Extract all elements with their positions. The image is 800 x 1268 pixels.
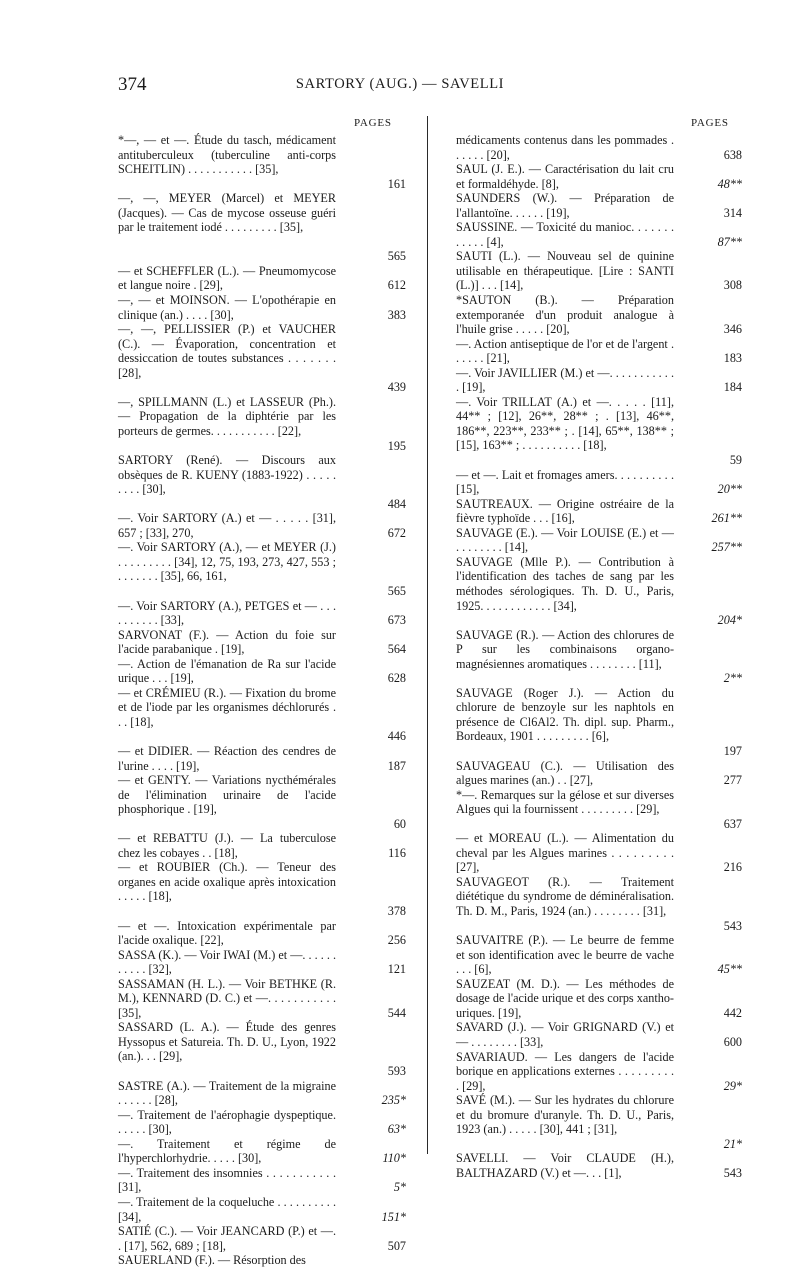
entry-page-number: 60: [393, 816, 406, 831]
entry-text: SASSAMAN (H. L.). — Voir BETHKE (R. M.), KENNARD (D. C.) et —. . . . . . . . . . . [35],: [118, 976, 336, 1020]
entry-text: SASTRE (A.). — Traitement de la migraine . . . . . . [28],: [118, 1078, 336, 1108]
entry-page-number: 45**: [717, 962, 742, 977]
index-entry: [456, 628, 744, 686]
entry-page-number: 187: [387, 758, 406, 773]
entry-text: —. Voir SARTORY (A.), — et MEYER (J.) . . . . . . . . . [34], 12, 75, 193, 273, 427, 553 ; . . . . . . . [35], 66, 161,: [118, 540, 336, 584]
index-entry: [118, 977, 408, 1021]
entry-page-number: 507: [387, 1238, 406, 1253]
index-entry: [118, 831, 408, 860]
entry-page-number: 195: [387, 438, 406, 453]
entry-text: SAUNDERS (W.). — Préparation de l'allantoïne. . . . . . [19],: [456, 191, 674, 220]
index-entry: [118, 1224, 408, 1253]
entry-page-number: 277: [723, 773, 742, 788]
index-entry: [456, 220, 744, 249]
index-entry: [118, 860, 408, 918]
entry-text: SAVÉ (M.). — Sur les hydrates du chlorure et du bromure d'uranyle. Th. D. U., Paris, 1923 (an.) . . . . . [30], 441 ; [31],: [456, 1093, 674, 1137]
entry-text: SARTORY (René). — Discours aux obsèques de R. KUENY (1883-1922) . . . . . . . . . [30],: [118, 453, 336, 497]
entry-text: *—, — et —. Étude du tasch, médicament antituberculeux (tuberculine anti-corps SCHEITLIN) . . . . . . . . . . . [35],: [118, 133, 336, 177]
entry-text: — et REBATTU (J.). — La tuberculose chez les cobayes . . [18],: [118, 831, 336, 860]
index-entry: [456, 875, 744, 933]
index-entry: [118, 395, 408, 453]
index-entry: [118, 657, 408, 686]
entry-page-number: 544: [387, 1005, 406, 1020]
entry-text: SAUVAGE (E.). — Voir LOUISE (E.) et — . . . . . . . . [14],: [456, 525, 674, 555]
entry-text: —. Traitement des insomnies . . . . . . . . . . . [31],: [118, 1165, 336, 1195]
index-entry: [456, 468, 744, 497]
index-entry: [456, 1093, 744, 1151]
entry-text: —. Action antiseptique de l'or et de l'argent . . . . . . [21],: [456, 336, 674, 366]
entry-text: —. Voir SARTORY (A.) et — . . . . . [31], 657 ; [33], 270,: [118, 511, 336, 540]
pages-label-right: PAGES: [691, 117, 729, 129]
index-entry: [118, 919, 408, 948]
index-entry: [456, 1020, 744, 1049]
pages-label-left: PAGES: [354, 117, 392, 129]
entry-page-number: 638: [723, 147, 742, 162]
entry-page-number: 87**: [717, 234, 742, 249]
entry-page-number: 308: [723, 278, 742, 293]
entry-text: SAUVAGE (R.). — Action des chlorures de P sur les combinaisons organo-magnésiennes aromatiques . . . . . . . . [11],: [456, 627, 674, 671]
index-entry: [118, 599, 408, 628]
index-entry: [456, 933, 744, 977]
index-entry: [456, 133, 744, 162]
entry-page-number: 110*: [382, 1151, 406, 1166]
index-entry: [456, 366, 744, 395]
index-entry: [456, 249, 744, 293]
entry-page-number: 672: [387, 525, 406, 540]
entry-text: SAUERLAND (F.). — Résorption des: [118, 1253, 306, 1268]
entry-page-number: 446: [387, 729, 406, 744]
column-divider: [427, 116, 428, 1154]
entry-text: SAVELLI. — Voir CLAUDE (H.), BALTHAZARD (V.) et —. . . [1],: [456, 1151, 674, 1180]
entry-text: SAUSSINE. — Toxicité du manioc. . . . . . . . . . . . [4],: [456, 220, 674, 249]
entry-text: —. Voir JAVILLIER (M.) et —. . . . . . . . . . . . [19],: [456, 365, 674, 395]
index-entry: [118, 264, 408, 293]
entry-text: SAUVAITRE (P.). — Le beurre de femme et son identification avec le beurre de vache . . . [6],: [456, 933, 674, 977]
left-column: [118, 133, 408, 1268]
index-entry: [118, 773, 408, 831]
index-entry: [118, 628, 408, 657]
entry-text: —. Traitement de la coqueluche . . . . . . . . . . [34],: [118, 1194, 336, 1224]
index-entry: [118, 1137, 408, 1166]
entry-page-number: 565: [387, 249, 406, 264]
entry-page-number: 197: [723, 744, 742, 759]
index-entry: [118, 1253, 408, 1268]
index-entry: [118, 1108, 408, 1137]
index-entry: [118, 322, 408, 395]
entry-text: — et SCHEFFLER (L.). — Pneumomycose et langue noire . [29],: [118, 263, 336, 293]
entry-text: SAUZEAT (M. D.). — Les méthodes de dosage de l'acide urique et des corps xantho-uriques. [19],: [456, 976, 674, 1020]
entry-page-number: 183: [723, 351, 742, 366]
entry-page-number: 378: [387, 904, 406, 919]
entry-page-number: 184: [723, 380, 742, 395]
entry-page-number: 257**: [711, 540, 742, 555]
entry-text: SAVARIAUD. — Les dangers de l'acide borique en applications externes . . . . . . . . . . [29],: [456, 1049, 674, 1093]
right-column: [456, 133, 744, 1180]
entry-page-number: 612: [387, 278, 406, 293]
index-entry: [456, 788, 744, 832]
entry-text: SARVONAT (F.). — Action du foie sur l'acide parabanique . [19],: [118, 627, 336, 657]
entry-page-number: 593: [387, 1064, 406, 1079]
index-entry: [118, 511, 408, 540]
entry-page-number: 20**: [717, 482, 742, 497]
entry-page-number: 256: [387, 933, 406, 948]
entry-text: SATIÉ (C.). — Voir JEANCARD (P.) et —. . [17], 562, 689 ; [18],: [118, 1224, 336, 1253]
entry-page-number: 2**: [723, 671, 742, 686]
entry-text: — et MOREAU (L.). — Alimentation du cheval par les Algues marines . . . . . . . . . [27],: [456, 831, 674, 875]
index-entry: [118, 948, 408, 977]
index-entry: [456, 162, 744, 191]
entry-text: — et —. Intoxication expérimentale par l'acide oxalique. [22],: [118, 918, 336, 948]
entry-page-number: 204*: [717, 613, 742, 628]
index-entry: [456, 1050, 744, 1094]
entry-page-number: 121: [387, 962, 406, 977]
entry-text: médicaments contenus dans les pommades . . . . . . [20],: [456, 133, 674, 162]
entry-page-number: 235*: [381, 1093, 406, 1108]
entry-text: SAUVAGEAU (C.). — Utilisation des algues marines (an.) . . [27],: [456, 758, 674, 788]
entry-text: SAUVAGE (Mlle P.). — Contribution à l'identification des taches de sang par les méthodes sérologiques. Th. D. U., Paris, 1925. . . . . . . . . . . . [34],: [456, 554, 674, 613]
index-entry: [118, 453, 408, 511]
entry-page-number: 314: [723, 205, 742, 220]
entry-text: — et ROUBIER (Ch.). — Teneur des organes en acide oxalique après intoxication . . . . . [18],: [118, 860, 336, 904]
entry-page-number: 439: [387, 380, 406, 395]
entry-text: SASSA (K.). — Voir IWAI (M.) et —. . . . . . . . . . . [32],: [118, 947, 336, 977]
index-entry: [456, 555, 744, 628]
entry-text: —, —, PELLISSIER (P.) et VAUCHER (C.). — Évaporation, concentration et dessiccation de toutes substances . . . . . . . [28],: [118, 322, 336, 380]
index-entry: [456, 831, 744, 875]
entry-page-number: 628: [387, 671, 406, 686]
index-entry: [456, 977, 744, 1021]
entry-page-number: 151*: [381, 1209, 406, 1224]
index-entry: [456, 759, 744, 788]
entry-text: — et —. Lait et fromages amers. . . . . . . . . . [15],: [456, 467, 674, 497]
entry-text: SAUVAGEOT (R.). — Traitement diététique du syndrome de déminéralisation. Th. D. M., Paris, 1924 (an.) . . . . . . . . [31],: [456, 874, 674, 919]
entry-page-number: 161: [387, 176, 406, 191]
index-entry: [118, 744, 408, 773]
entry-text: SAUTREAUX. — Origine ostréaire de la fièvre typhoïde . . . [16],: [456, 496, 674, 526]
entry-page-number: 216: [723, 860, 742, 875]
entry-page-number: 21*: [723, 1136, 742, 1151]
index-entry: [456, 293, 744, 337]
index-entry: [456, 191, 744, 220]
entry-page-number: 116: [388, 845, 406, 860]
entry-page-number: 564: [387, 642, 406, 657]
index-entry: [118, 1079, 408, 1108]
index-entry: [118, 1195, 408, 1224]
index-entry: [118, 133, 408, 191]
entry-page-number: 59: [729, 453, 742, 468]
entry-text: SAUTI (L.). — Nouveau sel de quinine utilisable en thérapeutique. [Lire : SANTI (L.)] . . . [14],: [456, 249, 674, 293]
index-entry: [456, 497, 744, 526]
entry-text: —. Voir SARTORY (A.), PETGES et — . . . . . . . . . . [33],: [118, 598, 336, 628]
page-header: [0, 74, 800, 98]
entry-text: *—. Remarques sur la gélose et sur diverses Algues qui la fournissent . . . . . . . . . [29],: [456, 787, 674, 817]
index-entry: [118, 293, 408, 322]
entry-text: SAUL (J. E.). — Caractérisation du lait cru et formaldéhyde. [8],: [456, 162, 674, 191]
index-entry: [456, 337, 744, 366]
entry-text: —, —, MEYER (Marcel) et MEYER (Jacques). — Cas de mycose osseuse guéri par le traitement iodé . . . . . . . . . [35],: [118, 191, 336, 235]
running-head: SARTORY (AUG.) — SAVELLI: [295, 76, 505, 92]
index-entry: [118, 1020, 408, 1078]
entry-text: —. Action de l'émanation de Ra sur l'acide urique . . . [19],: [118, 656, 336, 686]
entry-text: — et DIDIER. — Réaction des cendres de l'urine . . . . [19],: [118, 744, 336, 773]
entry-page-number: 261**: [711, 511, 742, 526]
index-entry: [456, 526, 744, 555]
entry-page-number: 63*: [387, 1122, 406, 1137]
page-number: 374: [118, 74, 147, 95]
entry-text: —, — et MOINSON. — L'opothérapie en clinique (an.) . . . . [30],: [118, 293, 336, 322]
index-entry: [118, 686, 408, 744]
entry-page-number: 565: [387, 583, 406, 598]
entry-text: SASSARD (L. A.). — Étude des genres Hyssopus et Satureia. Th. D. U., Lyon, 1922 (an.). . . [29],: [118, 1020, 336, 1064]
entry-text: SAVARD (J.). — Voir GRIGNARD (V.) et — . . . . . . . . [33],: [456, 1020, 674, 1049]
entry-page-number: 600: [723, 1034, 742, 1049]
index-entry: [118, 540, 408, 598]
entry-page-number: 543: [723, 1165, 742, 1180]
entry-text: SAUVAGE (Roger J.). — Action du chlorure de benzoyle sur les naphtols en présence de Cl6Al2. Th. dipl. sup. Pharm., Bordeaux, 1901 . . . . . . . . . [6],: [456, 685, 674, 744]
entry-page-number: 673: [387, 613, 406, 628]
entry-page-number: 543: [723, 918, 742, 933]
entry-text: — et CRÉMIEU (R.). — Fixation du brome et de l'iode par les organismes déchlorurés . . . [18],: [118, 685, 336, 729]
entry-page-number: 484: [387, 496, 406, 511]
index-entry: [118, 1166, 408, 1195]
index-entry: [456, 686, 744, 759]
entry-text: —. Traitement et régime de l'hyperchlorhydrie. . . . . [30],: [118, 1136, 336, 1166]
entry-page-number: 637: [723, 816, 742, 831]
entry-page-number: 346: [723, 322, 742, 337]
entry-text: —. Voir TRILLAT (A.) et —. . . . . [11], 44** ; [12], 26**, 28** ; . [13], 46**, 186**, 223**, 233** ; . [14], 65**, 138** ; [15], 163** ; . . . . . . . . . . [18],: [456, 394, 674, 453]
index-entry: [456, 395, 744, 468]
entry-page-number: 48**: [717, 176, 742, 191]
entry-page-number: 442: [723, 1005, 742, 1020]
entry-text: —. Traitement de l'aérophagie dyspeptique. . . . . . [30],: [118, 1107, 336, 1137]
index-entry: [456, 1151, 744, 1180]
entry-text: —, SPILLMANN (L.) et LASSEUR (Ph.). — Propagation de la diphtérie par les porteurs de germes. . . . . . . . . . . [22],: [118, 394, 336, 438]
entry-page-number: 5*: [393, 1180, 406, 1195]
index-entry: [118, 191, 408, 264]
entry-page-number: 383: [387, 307, 406, 322]
entry-text: *SAUTON (B.). — Préparation extemporanée d'un produit analogue à l'huile grise . . . . . [20],: [456, 293, 674, 337]
entry-text: — et GENTY. — Variations nycthémérales de l'élimination urinaire de l'acide phosphorique . [19],: [118, 773, 336, 817]
entry-page-number: 29*: [723, 1078, 742, 1093]
